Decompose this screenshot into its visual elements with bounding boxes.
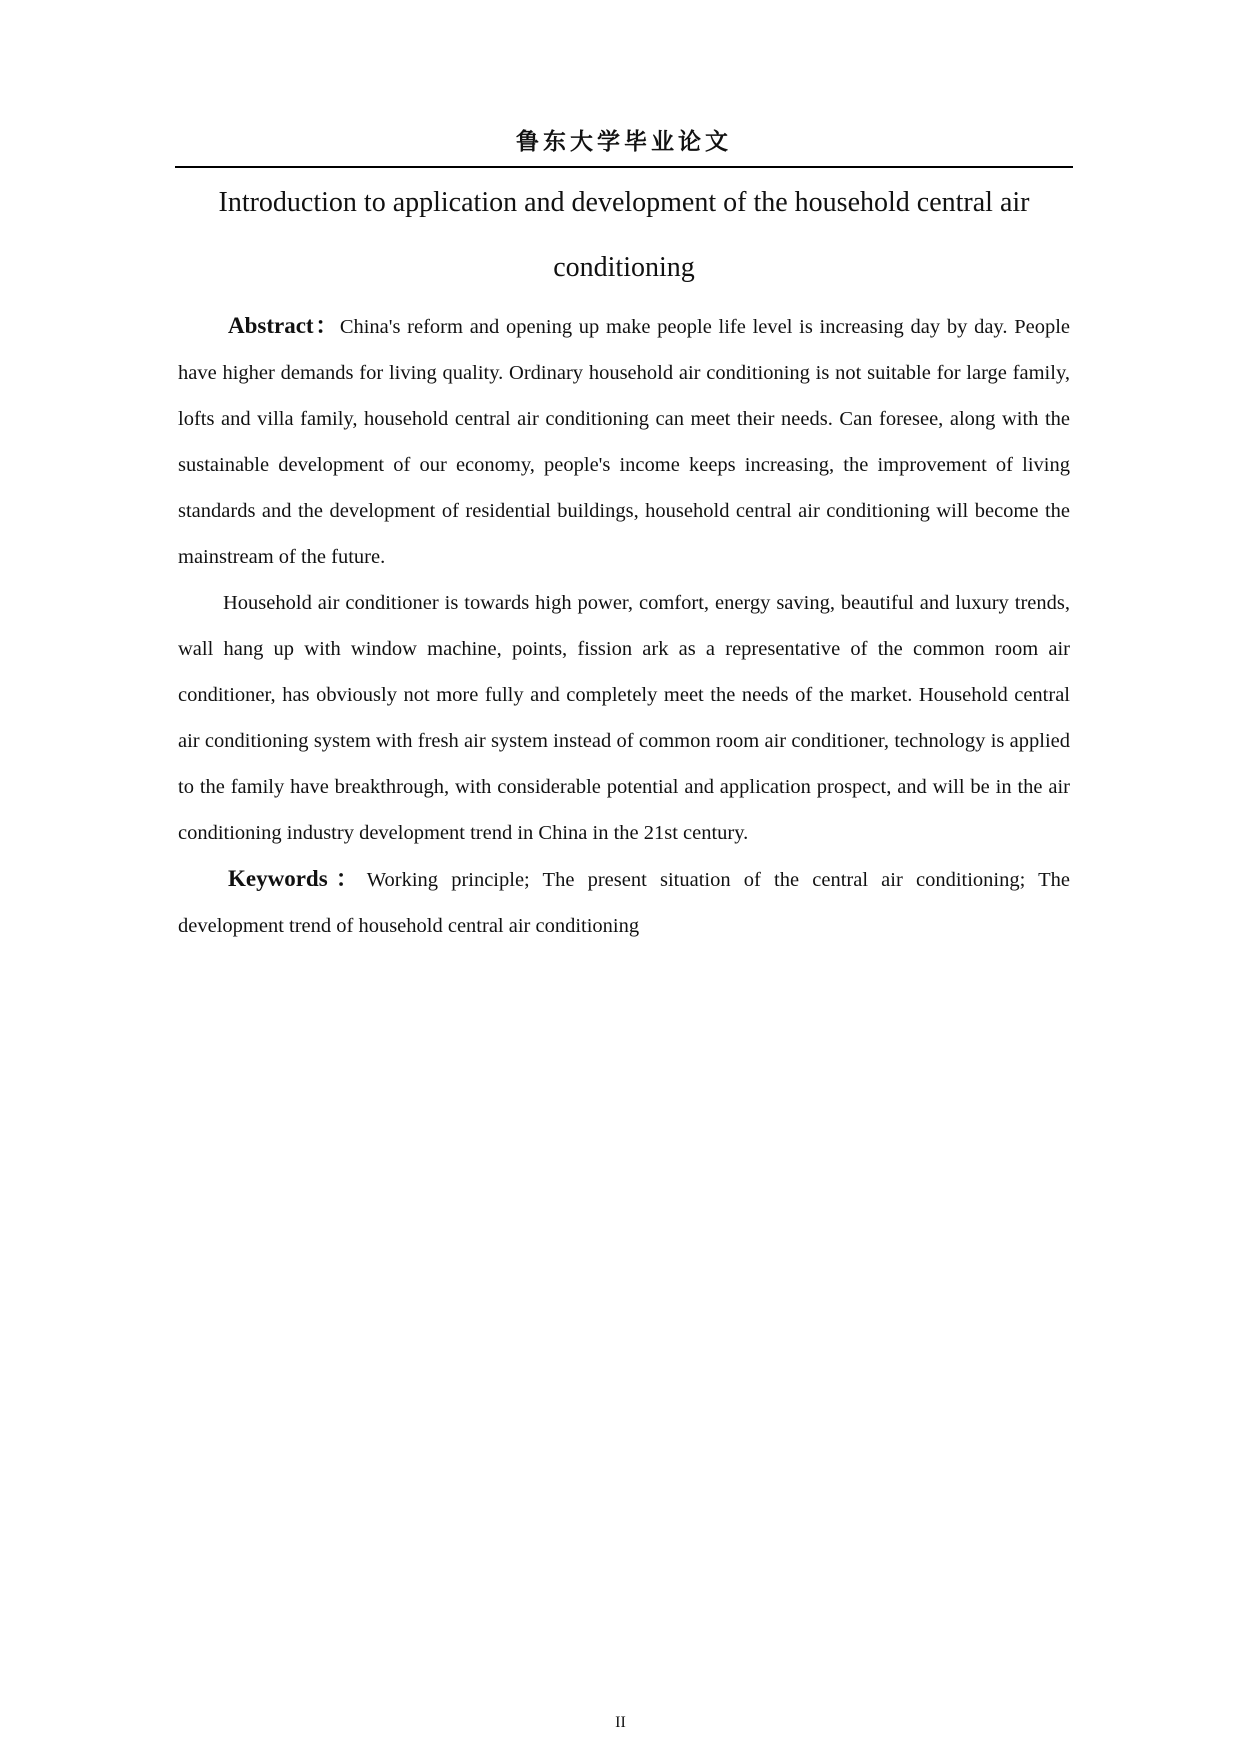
page-number: II [615, 1714, 626, 1731]
keywords-text: Working principle; The present situation of the central air conditioning; The development trend of household central air conditioning [178, 869, 1070, 937]
keywords-label: Keywords： [228, 866, 367, 891]
abstract-section [178, 303, 1070, 949]
abstract-text: China's reform and opening up make people life level is increasing day by day. People have higher demands for living quality. Ordinary household air conditioning is not suitable for large family, lofts and villa family, household central air conditioning can meet their needs. Can foresee, along with the sustainable development of our economy, people's income keeps increasing, the improvement of living standards and the development of residential buildings, household central air conditioning will become the mainstream of the future. [178, 316, 1071, 568]
header-institution: 鲁东大学毕业论文 [516, 129, 732, 155]
keywords-paragraph [178, 856, 1070, 949]
page-header [175, 122, 1073, 168]
document-title: Introduction to application and development of the household central air conditioning [218, 187, 1030, 283]
abstract-label: Abstract： [228, 313, 340, 338]
abstract-paragraph [178, 303, 1070, 580]
abstract-paragraph-2: Household air conditioner is towards high power, comfort, energy saving, beautiful and luxury trends, wall hang up with window machine, points, fission ark as a representative of the common room air conditioner, has obviously not more fully and completely meet the needs of the market. Household central air conditioning system with fresh air system instead of common room air conditioner, technology is applied to the family have breakthrough, with considerable potential and application prospect, and will be in the air conditioning industry development trend in China in the 21st century. [178, 592, 1070, 844]
